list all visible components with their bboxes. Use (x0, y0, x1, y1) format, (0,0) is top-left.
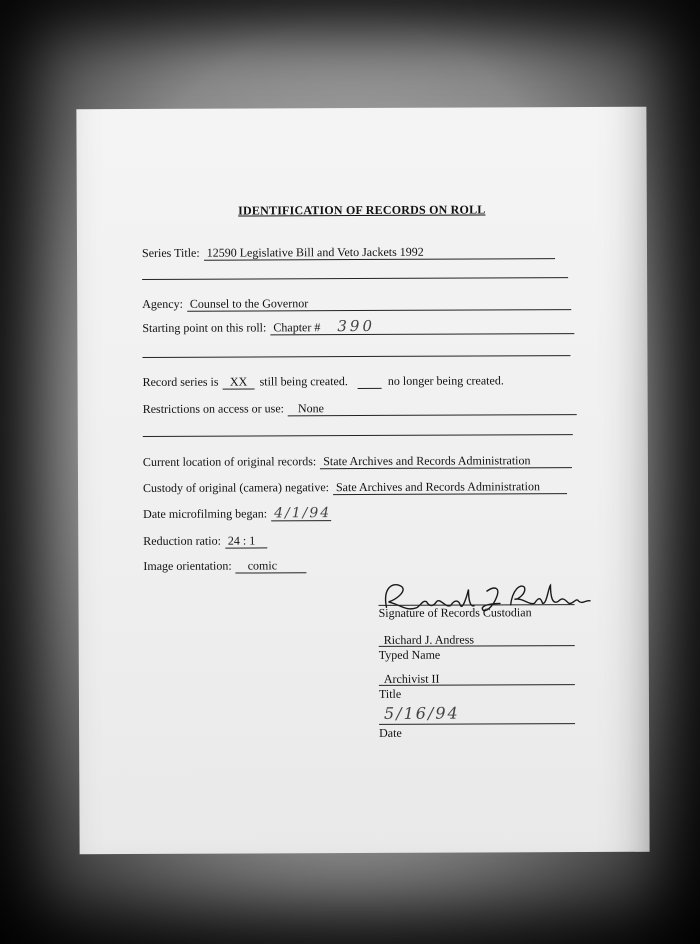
form-heading: IDENTIFICATION OF RECORDS ON ROLL (238, 202, 486, 218)
date-line (379, 723, 575, 725)
signature-label: Signature of Records Custodian (378, 605, 532, 620)
blank-line (143, 434, 573, 437)
location-value: State Archives and Records Administration (320, 454, 572, 469)
custody-row (143, 479, 567, 496)
starting-point-field (270, 316, 574, 336)
date-label: Date (379, 725, 402, 740)
series-title-label: Series Title: (141, 245, 200, 260)
title-value: Archivist II (383, 671, 440, 686)
restrictions-row (143, 400, 577, 417)
restrictions-value: None (288, 401, 577, 416)
custody-label: Custody of original (camera) negative: (142, 480, 329, 495)
series-title-row (142, 244, 555, 261)
typed-name-line (379, 645, 575, 647)
record-series-mark: XX (223, 375, 255, 389)
title-line (379, 684, 575, 686)
ratio-row (143, 533, 267, 549)
location-label: Current location of original records: (142, 454, 317, 469)
custody-value: Sate Archives and Records Administration (333, 480, 567, 495)
no-longer-text: no longer being created. (387, 373, 504, 388)
date-began-value: 4/1/94 (271, 507, 331, 521)
ratio-value: 24 : 1 (225, 534, 267, 548)
still-created-text: still being created. (259, 374, 348, 389)
starting-point-row (142, 316, 574, 336)
typed-name-value: Richard J. Andress (383, 632, 475, 647)
ratio-label: Reduction ratio: (143, 533, 221, 548)
typed-name-label: Typed Name (378, 647, 441, 662)
starting-point-label: Starting point on this roll: (142, 320, 267, 335)
no-longer-blank (358, 388, 382, 389)
orientation-row (143, 558, 306, 574)
agency-value: Counsel to the Governor (187, 296, 571, 312)
form-sheet (76, 107, 649, 854)
location-row (143, 453, 572, 470)
date-began-row (143, 506, 331, 522)
starting-point-value: Chapter # (273, 320, 321, 335)
orientation-value: comic (236, 559, 307, 573)
record-series-row (143, 373, 504, 390)
agency-row (142, 295, 571, 312)
date-began-label: Date microfilming began: (143, 506, 268, 521)
signed-date-value: 5/16/94 (383, 703, 460, 723)
orientation-label: Image orientation: (143, 558, 232, 573)
blank-line (142, 277, 568, 280)
restrictions-label: Restrictions on access or use: (142, 401, 285, 416)
series-title-value: 12590 Legislative Bill and Veto Jackets 1992 (204, 245, 555, 261)
agency-label: Agency: (142, 296, 183, 311)
starting-point-handwritten: 390 (337, 316, 376, 336)
title-label: Title (378, 686, 402, 701)
record-series-label: Record series is (142, 374, 219, 389)
blank-line (142, 355, 570, 358)
